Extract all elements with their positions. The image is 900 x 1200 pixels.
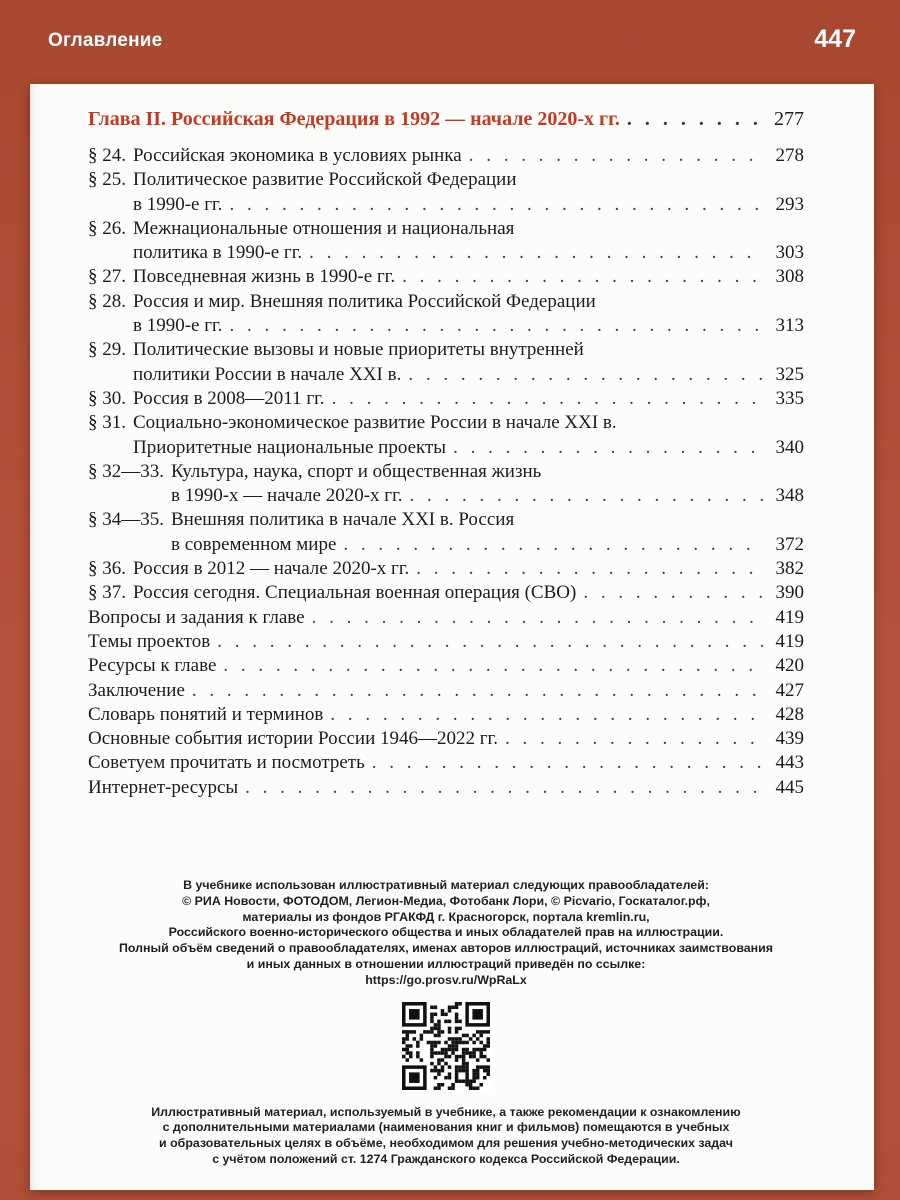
toc-entry-page: 439 xyxy=(775,728,804,750)
credits-line: https://go.prosv.ru/WpRaLx xyxy=(365,972,527,987)
toc-entry-page: 445 xyxy=(775,776,804,798)
toc-entry xyxy=(88,290,804,339)
folio-page-number: 447 xyxy=(814,25,856,53)
dot-leader xyxy=(330,703,764,727)
dot-leader xyxy=(332,387,764,411)
toc-entry-number: § 27. xyxy=(88,266,126,288)
toc-entry-text: в 1990-х — начале 2020-х гг. xyxy=(171,485,403,507)
toc-entry-page: 278 xyxy=(775,145,804,166)
dot-leader xyxy=(343,533,764,557)
toc-entry xyxy=(88,265,804,289)
dot-leader xyxy=(223,654,764,678)
toc-entry-text: Заключение xyxy=(88,679,185,701)
toc-entry-text: Россия сегодня. Специальная военная операция (СВО) xyxy=(133,582,577,604)
toc-entry-number: § 24. xyxy=(88,145,126,166)
toc-entry-page: 348 xyxy=(775,485,804,507)
toc-entry-page: 443 xyxy=(775,752,804,774)
toc-entry-text: Повседневная жизнь в 1990-е гг. xyxy=(133,266,396,288)
toc-entry-page: 419 xyxy=(775,606,804,628)
toc-entry-text: политика в 1990-е гг. xyxy=(133,242,303,264)
dot-leader xyxy=(469,144,764,168)
toc-entry-number: § 29. xyxy=(88,339,126,361)
credits-line: © РИА Новости, ФОТОДОМ, Легион-Медиа, Фотобанк Лори, © Picvario, Госкаталог.рф, xyxy=(182,893,710,908)
toc-entry-number: § 32—33. xyxy=(88,460,164,482)
dot-leader xyxy=(309,241,764,265)
toc-entry-number: § 34—35. xyxy=(88,509,164,531)
toc-entry xyxy=(88,703,804,727)
chapter-page-number: 277 xyxy=(774,108,804,130)
toc-entry-text: Вопросы и задания к главе xyxy=(88,606,305,628)
credits-line: материалы из фондов РГАКФД г. Красногорск, портала kremlin.ru, xyxy=(242,909,650,924)
toc-entry-text: Ресурсы к главе xyxy=(88,655,217,677)
dot-leader xyxy=(229,314,764,338)
dot-leader xyxy=(402,265,764,289)
toc-entry xyxy=(88,727,804,751)
legal-line: Иллюстративный материал, используемый в учебнике, а также рекомендации к ознакомлению xyxy=(151,1104,741,1119)
dot-leader xyxy=(505,727,764,751)
toc-entry xyxy=(88,776,804,800)
toc-entry-page: 420 xyxy=(775,655,804,677)
toc-entry-text: в 1990-е гг. xyxy=(133,193,223,215)
toc-entry-page: 308 xyxy=(775,266,804,288)
toc-entry-text: Социально-экономическое развитие России в начале XXI в. xyxy=(133,412,617,434)
toc-entry xyxy=(88,460,804,509)
toc-entry-page: 340 xyxy=(775,436,804,458)
toc-entry-text: Внешняя политика в начале XXI в. Россия xyxy=(171,509,515,531)
toc-entry-number: § 26. xyxy=(88,217,126,239)
toc-entry xyxy=(88,630,804,654)
book-page xyxy=(30,84,874,1190)
credits-line: В учебнике использован иллюстративный материал следующих правообладателей: xyxy=(183,878,709,893)
toc-entry-number: § 28. xyxy=(88,290,126,312)
dot-leader xyxy=(583,581,764,605)
toc-entry-text: Политические вызовы и новые приоритеты внутренней xyxy=(133,339,584,361)
dot-leader xyxy=(217,630,764,654)
toc-entry-number: § 36. xyxy=(88,558,126,580)
toc-entry-text: Межнациональные отношения и национальная xyxy=(133,217,515,239)
toc-entry-number: § 37. xyxy=(88,582,126,604)
legal-line: и образовательных целях в объёме, необходимом для решения учебно-методических задач xyxy=(159,1136,733,1151)
toc-entry xyxy=(88,144,804,168)
toc-entry-text: в современном мире xyxy=(171,533,337,555)
toc-entry-text: Россия в 2008—2011 гг. xyxy=(133,387,325,409)
toc-entry-text: Россия в 2012 — начале 2020-х гг. xyxy=(133,558,410,580)
qr-code xyxy=(402,1002,490,1090)
dot-leader xyxy=(409,484,764,508)
dot-leader xyxy=(312,606,764,630)
toc-entry-text: Политическое развитие Российской Федерации xyxy=(133,169,517,191)
toc-entry-text: Российская экономика в условиях рынка xyxy=(133,145,462,166)
toc-header-title: Оглавление xyxy=(48,30,163,51)
toc-entry xyxy=(88,411,804,460)
toc-entry-text: Приоритетные национальные проекты xyxy=(133,436,447,458)
legal-note-block xyxy=(88,1105,804,1168)
dot-leader xyxy=(416,557,764,581)
credits-line: Полный объём сведений о правообладателях, именах авторов иллюстраций, источниках заимствования xyxy=(118,941,774,956)
toc-entry xyxy=(88,751,804,775)
dot-leader xyxy=(627,106,764,132)
toc-entry xyxy=(88,338,804,387)
dot-leader xyxy=(192,679,764,703)
dot-leader xyxy=(245,776,764,800)
toc-entry xyxy=(88,387,804,411)
toc-entry-text: Россия и мир. Внешняя политика Российской Федерации xyxy=(133,290,596,312)
toc-entry xyxy=(88,508,804,557)
toc-entry xyxy=(88,654,804,678)
toc-entry-page: 313 xyxy=(775,315,804,337)
cover-band xyxy=(0,0,900,84)
dot-leader xyxy=(229,193,764,217)
toc-entry-page: 325 xyxy=(775,363,804,385)
toc-entry-number: § 31. xyxy=(88,412,126,434)
toc-entry xyxy=(88,581,804,605)
toc-entry-text: Темы проектов xyxy=(88,630,211,652)
legal-line: с учётом положений ст. 1274 Гражданского кодекса Российской Федерации. xyxy=(212,1151,680,1166)
credits-line: и иных данных в отношении иллюстраций приведён по ссылке: xyxy=(246,957,646,971)
chapter-title: Глава II. Российская Федерация в 1992 — начале 2020-х гг. xyxy=(88,108,620,130)
toc-entry-number: § 30. xyxy=(88,387,126,409)
toc-entry-text: Советуем прочитать и посмотреть xyxy=(88,752,365,774)
toc-entry-page: 335 xyxy=(775,387,804,409)
toc-entry-page: 427 xyxy=(775,679,804,701)
toc-entry-text: Словарь понятий и терминов xyxy=(88,703,324,725)
toc-chapter-row xyxy=(88,106,804,132)
toc-entry xyxy=(88,168,804,217)
credits-line: Российского военно-исторического общества и иных обладателей прав на иллюстрации. xyxy=(168,925,724,940)
dot-leader xyxy=(372,751,764,775)
dot-leader xyxy=(453,436,764,460)
legal-line: с дополнительными материалами (наименования книг и фильмов) помещаются в учебных xyxy=(162,1120,730,1135)
toc-entry-page: 382 xyxy=(775,558,804,580)
toc-entry-text: Культура, наука, спорт и общественная жизнь xyxy=(171,460,542,482)
toc-entry xyxy=(88,217,804,266)
toc-entry-text: в 1990-е гг. xyxy=(133,315,223,337)
toc-entry-text: политики России в начале XXI в. xyxy=(133,363,402,385)
toc-entry-page: 372 xyxy=(775,533,804,555)
toc-entry-page: 390 xyxy=(775,582,804,604)
toc-entry xyxy=(88,557,804,581)
credits-block xyxy=(88,878,804,989)
toc-entry-text: Интернет-ресурсы xyxy=(88,776,239,798)
toc-entry-number: § 25. xyxy=(88,169,126,191)
dot-leader xyxy=(408,363,764,387)
toc-entry xyxy=(88,679,804,703)
toc-entry-page: 293 xyxy=(775,193,804,215)
toc-entry-text: Основные события истории России 1946—2022 гг. xyxy=(88,728,498,750)
toc-entry-page: 428 xyxy=(775,703,804,725)
toc-entry-page: 303 xyxy=(775,242,804,264)
toc-entry xyxy=(88,606,804,630)
toc-entries xyxy=(88,144,804,800)
toc-entry-page: 419 xyxy=(775,630,804,652)
